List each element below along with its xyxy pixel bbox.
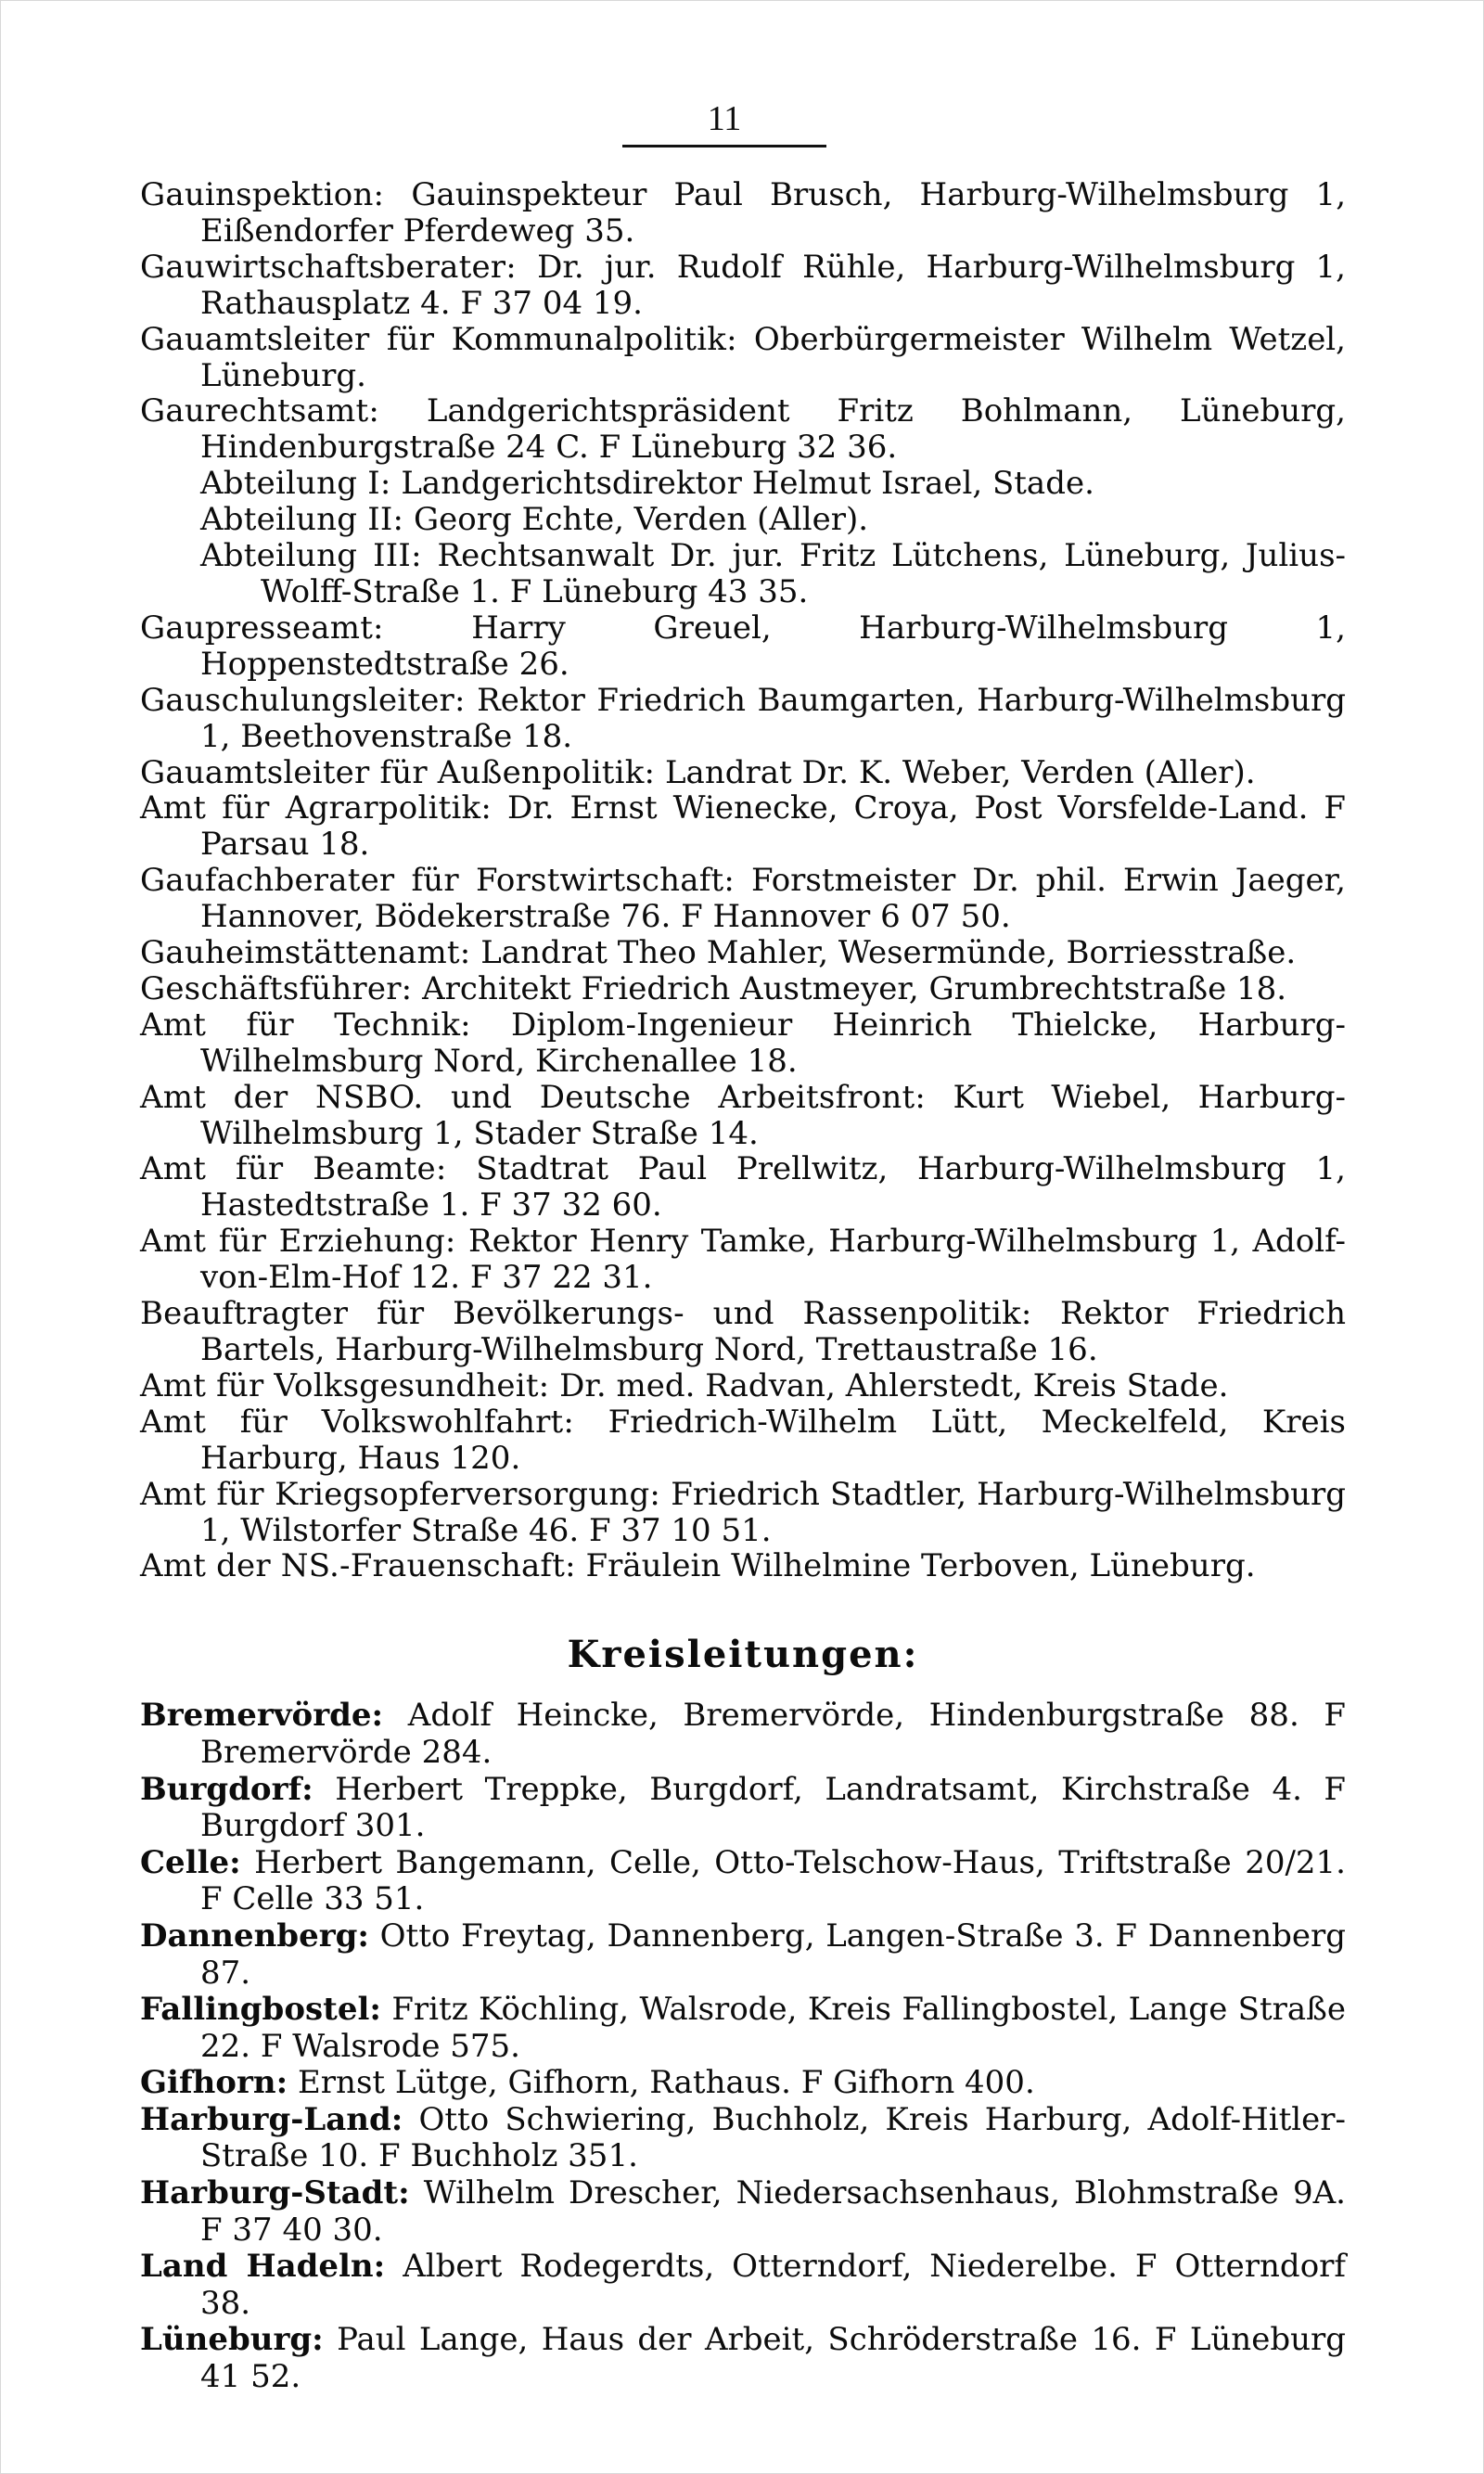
entry-heading: Abteilung I: bbox=[200, 465, 391, 503]
district-entry bbox=[140, 2322, 1346, 2395]
gau-entry bbox=[140, 1224, 1346, 1296]
entry-heading: Gaufachberater für Forstwirtschaft: bbox=[140, 862, 736, 900]
district-text: Ernst Lütge, Gifhorn, Rathaus. F Gifhorn 400. bbox=[288, 2064, 1035, 2102]
entry-heading: Amt für Agrarpolitik: bbox=[140, 789, 493, 827]
gau-entry bbox=[140, 790, 1346, 863]
entry-heading: Gaupresseamt: bbox=[140, 609, 384, 647]
district-name: Celle: bbox=[140, 1843, 241, 1881]
gau-entry bbox=[140, 1548, 1346, 1584]
gau-entry bbox=[140, 863, 1346, 935]
gau-sub-entry bbox=[140, 538, 1346, 610]
district-entry bbox=[140, 1992, 1346, 2065]
entry-text: Landgerichtspräsident Fritz Bohlmann, Lüneburg, Hindenburgstraße 24 C. F Lüneburg 32 36. bbox=[200, 392, 1346, 467]
entry-heading: Gauamtsleiter für Außenpolitik: bbox=[140, 753, 656, 791]
district-entry bbox=[140, 1698, 1346, 1771]
district-text: Wilhelm Drescher, Niedersachsenhaus, Blohmstraße 9A. F 37 40 30. bbox=[200, 2174, 1346, 2249]
entry-text: Dr. jur. Rudolf Rühle, Harburg-Wilhelmsburg 1, Rathausplatz 4. F 37 04 19. bbox=[200, 248, 1346, 322]
entry-text: Rektor Friedrich Baumgarten, Harburg-Wilhelmsburg 1, Beethovenstraße 18. bbox=[200, 681, 1346, 755]
district-name: Fallingbostel: bbox=[140, 1991, 381, 2029]
entry-text: Landgerichtsdirektor Helmut Israel, Stade. bbox=[390, 465, 1094, 503]
district-name: Harburg-Stadt: bbox=[140, 2174, 410, 2212]
entry-heading: Gauamtsleiter für Kommunalpolitik: bbox=[140, 320, 737, 358]
district-name: Bremervörde: bbox=[140, 1697, 384, 1735]
gau-entry bbox=[140, 1080, 1346, 1152]
gau-entry bbox=[140, 1296, 1346, 1368]
entry-text: Dr. Ernst Wienecke, Croya, Post Vorsfelde-Land. F Parsau 18. bbox=[200, 789, 1346, 864]
district-name: Burgdorf: bbox=[140, 1770, 313, 1808]
entry-text: Fräulein Wilhelmine Terboven, Lüneburg. bbox=[575, 1547, 1256, 1585]
section-title: Kreisleitungen: bbox=[567, 1633, 919, 1677]
gau-entry bbox=[140, 935, 1346, 971]
entry-heading: Amt der NSBO. und Deutsche Arbeitsfront: bbox=[140, 1078, 927, 1116]
entry-text: Rektor Friedrich Bartels, Harburg-Wilhelmsburg Nord, Trettaustraße 16. bbox=[200, 1295, 1346, 1368]
entry-text: Dr. med. Radvan, Ahlerstedt, Kreis Stade. bbox=[549, 1366, 1229, 1404]
district-text: Paul Lange, Haus der Arbeit, Schröderstraße 16. F Lüneburg 41 52. bbox=[200, 2321, 1346, 2396]
district-text: Albert Rodegerdts, Otterndorf, Niederelbe. F Otterndorf 38. bbox=[200, 2248, 1346, 2322]
district-entry bbox=[140, 2175, 1346, 2249]
entry-text: Rechtsanwalt Dr. jur. Fritz Lütchens, Lüneburg, Julius-Wolff-Straße 1. F Lüneburg 43 35. bbox=[261, 537, 1347, 610]
district-text: Herbert Bangemann, Celle, Otto-Telschow-Haus, Triftstraße 20/21. F Celle 33 51. bbox=[200, 1843, 1346, 1918]
district-text: Otto Freytag, Dannenberg, Langen-Straße 3. F Dannenberg 87. bbox=[200, 1916, 1346, 1992]
district-text: Herbert Treppke, Burgdorf, Landratsamt, Kirchstraße 4. F Burgdorf 301. bbox=[200, 1770, 1346, 1845]
gau-entry bbox=[140, 177, 1346, 250]
entry-heading: Amt für Erziehung: bbox=[140, 1223, 456, 1261]
gau-entry bbox=[140, 610, 1346, 683]
entry-heading: Gauheimstättenamt: bbox=[140, 934, 471, 972]
entry-heading: Amt der NS.-Frauenschaft: bbox=[140, 1547, 576, 1585]
gau-entry bbox=[140, 755, 1346, 791]
gau-entry bbox=[140, 322, 1346, 394]
entry-text: Kurt Wiebel, Harburg-Wilhelmsburg 1, Stader Straße 14. bbox=[200, 1078, 1346, 1152]
entry-text: Rektor Henry Tamke, Harburg-Wilhelmsburg 1, Adolf-von-Elm-Hof 12. F 37 22 31. bbox=[200, 1223, 1346, 1297]
entry-text: Harry Greuel, Harburg-Wilhelmsburg 1, Hoppenstedtstraße 26. bbox=[200, 609, 1346, 683]
entry-text: Stadtrat Paul Prellwitz, Harburg-Wilhelmsburg 1, Hastedtstraße 1. F 37 32 60. bbox=[200, 1150, 1346, 1224]
gau-entry bbox=[140, 683, 1346, 755]
entry-heading: Amt für Kriegsopferversorgung: bbox=[140, 1475, 661, 1513]
district-name: Gifhorn: bbox=[140, 2064, 288, 2102]
district-entry bbox=[140, 2102, 1346, 2175]
entry-heading: Abteilung II: bbox=[200, 501, 404, 539]
entry-text: Diplom-Ingenieur Heinrich Thielcke, Harburg-Wilhelmsburg Nord, Kirchenallee 18. bbox=[200, 1006, 1346, 1080]
entry-text: Friedrich-Wilhelm Lütt, Meckelfeld, Kreis Harburg, Haus 120. bbox=[200, 1403, 1346, 1477]
district-name: Harburg-Land: bbox=[140, 2100, 403, 2138]
entry-heading: Gaurechtsamt: bbox=[140, 392, 379, 430]
page-content bbox=[140, 177, 1346, 2396]
district-entry bbox=[140, 2249, 1346, 2322]
district-name: Dannenberg: bbox=[140, 1916, 369, 1955]
district-text: Otto Schwiering, Buchholz, Kreis Harburg, Adolf-Hitler-Straße 10. F Buchholz 351. bbox=[200, 2100, 1346, 2175]
gau-entry bbox=[140, 1368, 1346, 1404]
district-entry bbox=[140, 1772, 1346, 1845]
gau-entry bbox=[140, 1007, 1346, 1080]
entry-heading: Beauftragter für Bevölkerungs- und Rassenpolitik: bbox=[140, 1295, 1032, 1333]
entry-text: Landrat Dr. K. Weber, Verden (Aller). bbox=[655, 753, 1256, 791]
gau-sub-entry bbox=[140, 502, 1346, 538]
entry-text: Landrat Theo Mahler, Wesermünde, Borriesstraße. bbox=[470, 934, 1297, 972]
gau-offices-list bbox=[140, 177, 1346, 1584]
entry-heading: Gauschulungsleiter: bbox=[140, 681, 466, 719]
gau-entry bbox=[140, 250, 1346, 322]
gau-entry bbox=[140, 1404, 1346, 1477]
entry-heading: Gauinspektion: bbox=[140, 176, 385, 213]
entry-text: Friedrich Stadtler, Harburg-Wilhelmsburg 1, Wilstorfer Straße 46. F 37 10 51. bbox=[200, 1475, 1346, 1549]
gau-entry bbox=[140, 1477, 1346, 1549]
district-text: Fritz Köchling, Walsrode, Kreis Fallingbostel, Lange Straße 22. F Walsrode 575. bbox=[200, 1991, 1346, 2065]
district-entry bbox=[140, 1918, 1346, 1992]
entry-heading: Amt für Volkswohlfahrt: bbox=[140, 1403, 575, 1441]
district-name: Lüneburg: bbox=[140, 2321, 324, 2359]
gau-entry bbox=[140, 971, 1346, 1007]
gau-entry bbox=[140, 1151, 1346, 1224]
district-text: Adolf Heincke, Bremervörde, Hindenburgstraße 88. F Bremervörde 284. bbox=[200, 1697, 1346, 1771]
entry-heading: Geschäftsführer: bbox=[140, 969, 413, 1007]
district-name: Land Hadeln: bbox=[140, 2248, 386, 2286]
entry-text: Gauinspekteur Paul Brusch, Harburg-Wilhelmsburg 1, Eißendorfer Pferdeweg 35. bbox=[200, 176, 1346, 250]
entry-heading: Gauwirtschaftsberater: bbox=[140, 248, 517, 286]
entry-text: Architekt Friedrich Austmeyer, Grumbrechtstraße 18. bbox=[412, 969, 1287, 1007]
page-number: 11 bbox=[622, 98, 826, 147]
entry-text: Georg Echte, Verden (Aller). bbox=[403, 501, 869, 539]
entry-heading: Abteilung III: bbox=[200, 537, 422, 575]
district-entry bbox=[140, 1845, 1346, 1918]
district-entry bbox=[140, 2065, 1346, 2102]
district-leaders-list bbox=[140, 1698, 1346, 2395]
entry-heading: Amt für Volksgesundheit: bbox=[140, 1366, 550, 1404]
entry-text: Oberbürgermeister Wilhelm Wetzel, Lüneburg. bbox=[200, 320, 1346, 394]
entry-text: Forstmeister Dr. phil. Erwin Jaeger, Hannover, Bödekerstraße 76. F Hannover 6 07 50. bbox=[200, 862, 1346, 936]
gau-sub-entry bbox=[140, 466, 1346, 502]
gau-entry bbox=[140, 393, 1346, 466]
entry-heading: Amt für Beamte: bbox=[140, 1150, 447, 1188]
entry-heading: Amt für Technik: bbox=[140, 1006, 471, 1044]
